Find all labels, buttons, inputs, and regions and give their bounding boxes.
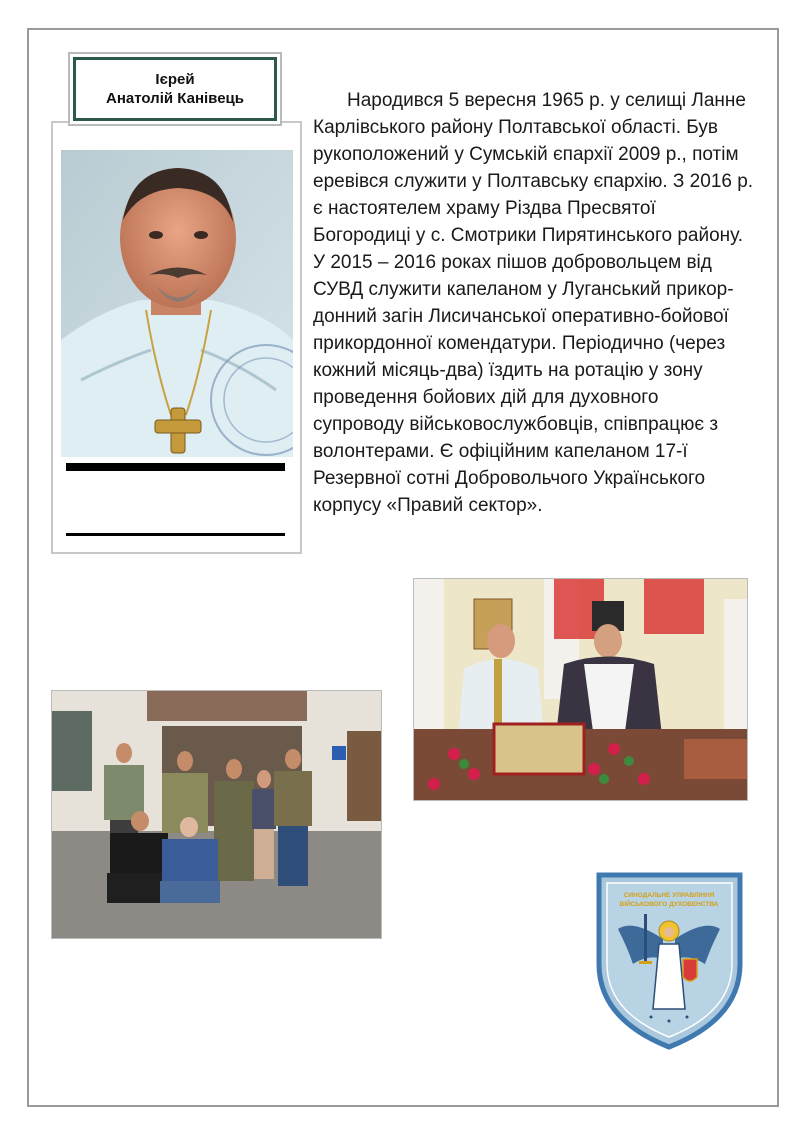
liturgy-photo	[413, 578, 748, 801]
bio-line: проведення бойових дій для духовного	[313, 387, 659, 408]
bio-line: Богородиці у с. Смотрики Пирятинського району.	[313, 225, 744, 246]
bio-line: рукоположений у Сумській єпархії 2009 р., потім	[313, 144, 739, 165]
bio-line: Резервної сотні Добровольчого Українського	[313, 468, 706, 489]
clergy-name: Анатолій Канівець	[106, 90, 244, 107]
svg-text:ВІЙСЬКОВОГО ДУХОВЕНСТВА: ВІЙСЬКОВОГО ДУХОВЕНСТВА	[619, 901, 719, 908]
group-photo	[51, 690, 382, 939]
bio-line: волонтерами. Є офіційним капеланом 17-ї	[313, 441, 688, 462]
name-plate-inner	[73, 57, 277, 121]
portrait-photo	[61, 150, 293, 457]
chaplaincy-emblem	[593, 869, 746, 1052]
separator-bar-thick	[66, 463, 285, 471]
bio-line: є настоятелем храму Різдва Пресвятої	[313, 198, 656, 219]
separator-bar-thin	[66, 533, 285, 536]
bio-line: донний загін Лисичанської оперативно-бойової	[313, 306, 729, 327]
bio-line: Народився 5 вересня 1965 р. у селищі Ланне	[347, 90, 746, 111]
biography-text	[313, 87, 773, 519]
name-plate	[68, 52, 282, 126]
bio-line: кожний місяць-два) їздить на ротацію у зону	[313, 360, 703, 381]
bio-line: прикордонної комендатури. Періодично (через	[313, 333, 726, 354]
svg-text:СИНОДАЛЬНЕ УПРАВЛІННЯ: СИНОДАЛЬНЕ УПРАВЛІННЯ	[623, 892, 715, 899]
bio-line: Карлівського району Полтавської області. Був	[313, 117, 718, 138]
bio-line: еревівся служити у Полтавську єпархію. З 2016 р.	[313, 171, 754, 192]
clergy-rank: Ієрей	[155, 71, 195, 88]
bio-line: супроводу військовослужбовців, співпрацює з	[313, 414, 719, 435]
bio-line: У 2015 – 2016 роках пішов добровольцем від	[313, 252, 712, 273]
bio-line: СУВД служити капеланом у Луганський прикор-	[313, 279, 734, 300]
bio-line: корпусу «Правий сектор».	[313, 495, 543, 516]
